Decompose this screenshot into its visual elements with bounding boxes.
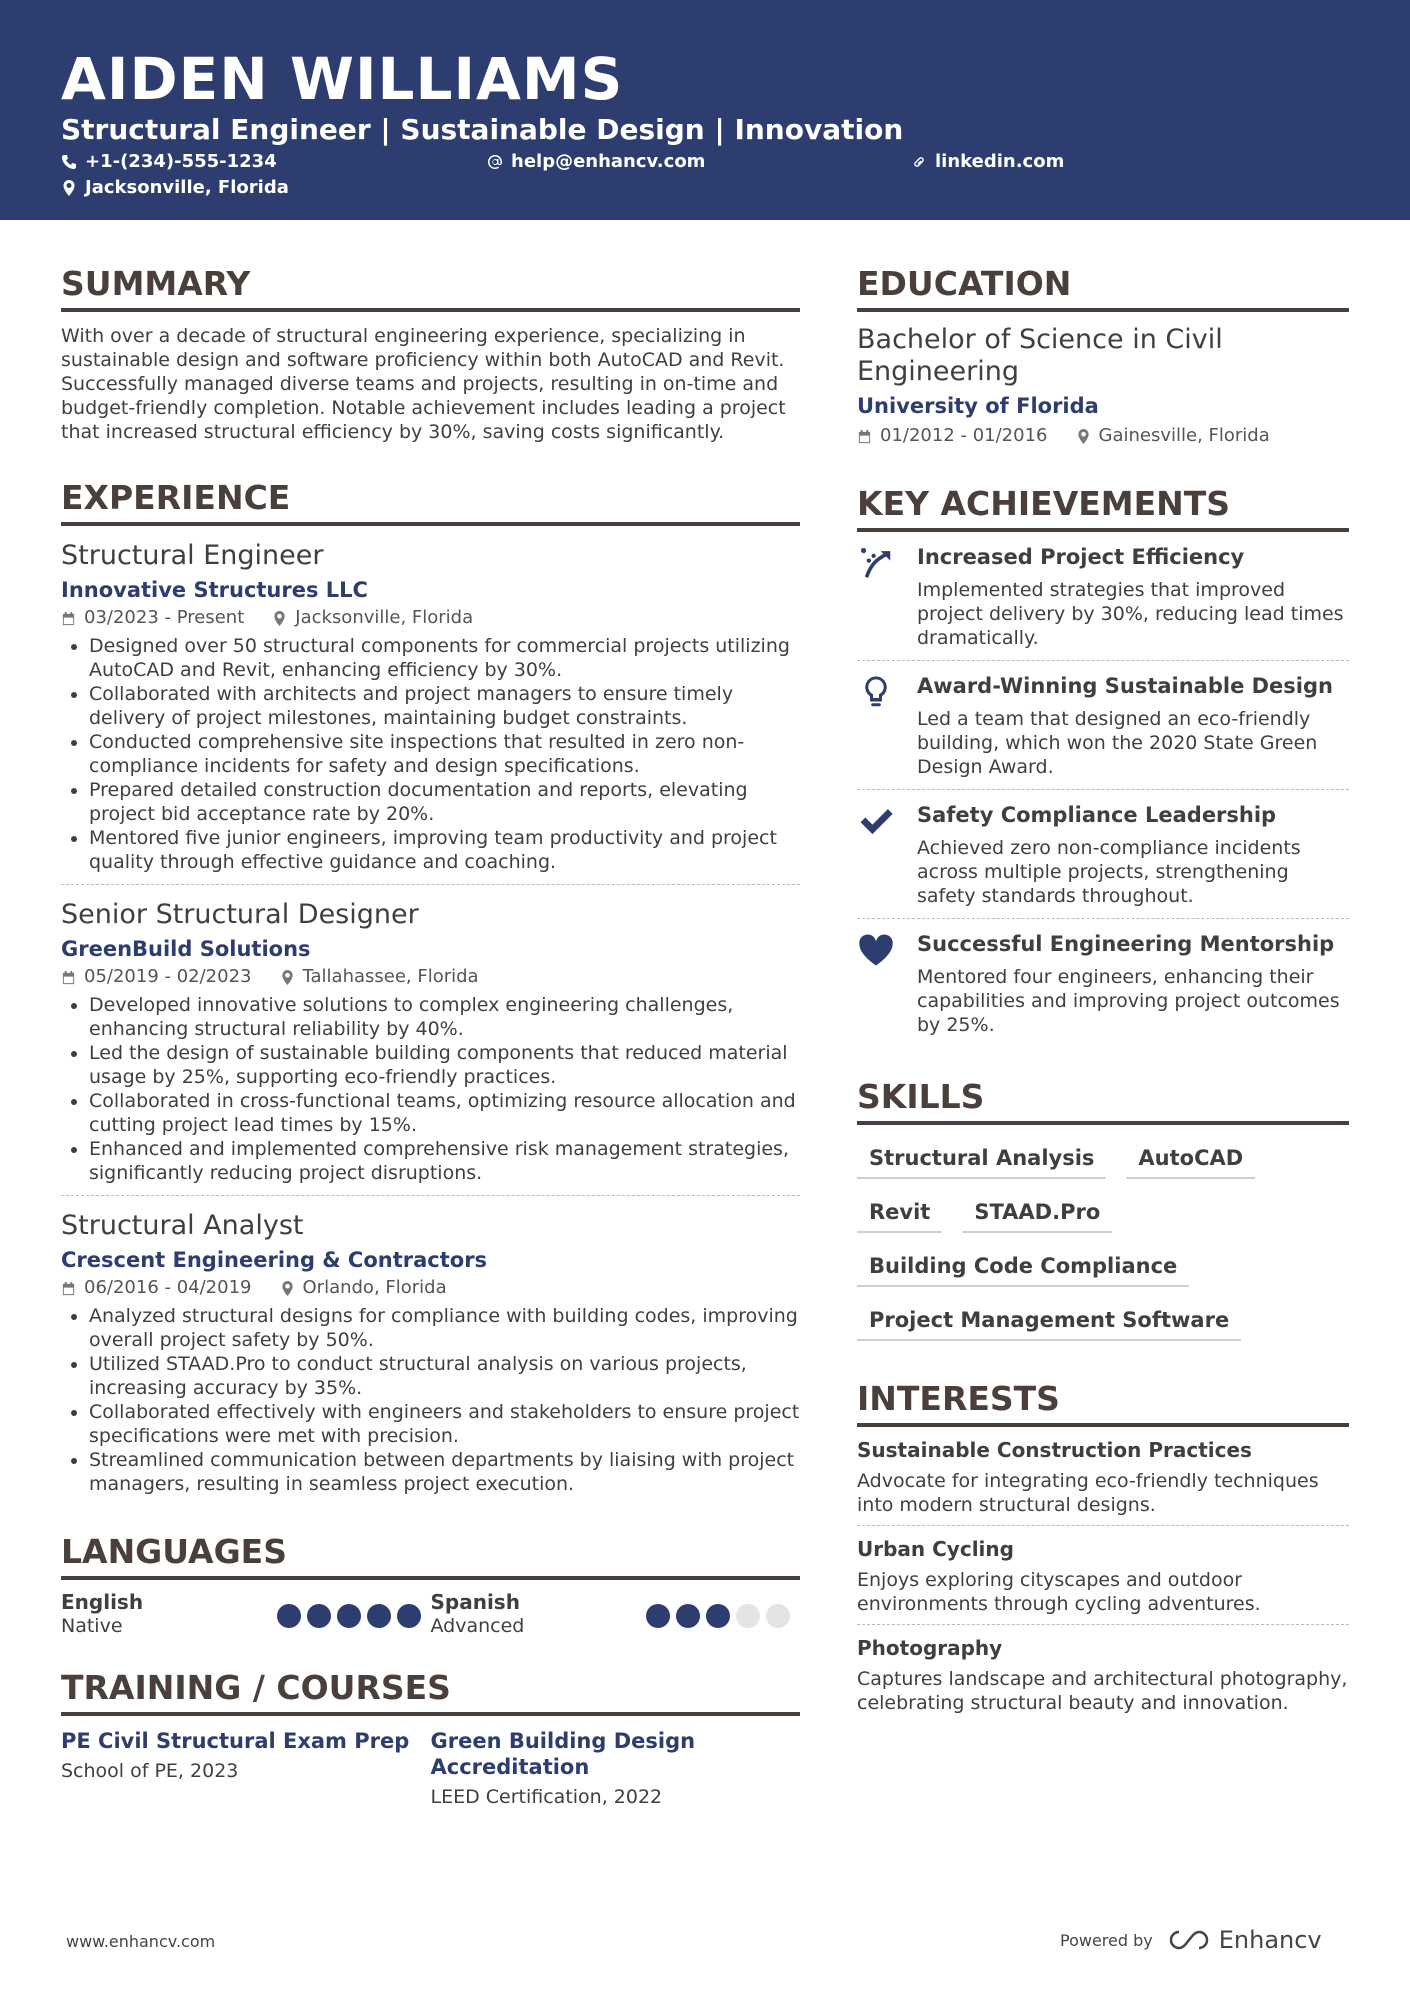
language-rating: [277, 1604, 421, 1628]
achievements-section: [857, 482, 1349, 1047]
job-bullet: • Enhanced and implemented comprehensive risk management strategies, significantly reducing project disruptions.: [89, 1137, 800, 1185]
languages-heading: LANGUAGES: [61, 1530, 800, 1580]
job-bullets: [61, 634, 800, 874]
achievement-desc: Mentored four engineers, enhancing their capabilities and improving project outcomes by 25%.: [917, 966, 1340, 1036]
skill-tag: Structural Analysis: [857, 1139, 1106, 1179]
training-section: [61, 1666, 800, 1810]
divider: [61, 1195, 800, 1196]
skill-tag: AutoCAD: [1126, 1139, 1255, 1179]
rating-dot: [337, 1604, 361, 1628]
location-pin-icon: [280, 1281, 295, 1296]
rating-dot: [646, 1604, 670, 1628]
job-entry: [61, 538, 800, 885]
job-bullet: • Utilized STAAD.Pro to conduct structural analysis on various projects, increasing accuracy by 35%.: [89, 1352, 800, 1400]
job-company: Crescent Engineering & Contractors: [61, 1248, 488, 1272]
rating-dot: [307, 1604, 331, 1628]
calendar-icon: [61, 611, 76, 626]
training-item: [61, 1728, 431, 1810]
achievement-desc: Implemented strategies that improved project delivery by 30%, reducing lead times dramatically.: [917, 579, 1344, 649]
languages-section: [61, 1530, 800, 1638]
job-dates: 05/2019 - 02/2023: [84, 966, 252, 987]
rating-dot: [397, 1604, 421, 1628]
location-pin-icon: [1076, 429, 1091, 444]
candidate-tagline: Structural Engineer | Sustainable Design | Innovation: [61, 113, 904, 146]
calendar-icon: [61, 970, 76, 985]
training-title: PE Civil Structural Exam Prep: [61, 1729, 410, 1753]
achievement-desc: Led a team that designed an eco-friendly building, which won the 2020 State Green Design Award.: [917, 708, 1318, 778]
interest-desc: Advocate for integrating eco-friendly techniques into modern structural designs.: [857, 1470, 1319, 1516]
job-meta: [61, 965, 800, 989]
achievement-item: [857, 532, 1349, 661]
interests-heading: INTERESTS: [857, 1377, 1349, 1427]
skill-tag: Revit: [857, 1193, 942, 1233]
interest-item: [857, 1427, 1349, 1526]
divider: [61, 884, 800, 885]
footer-powered: [1060, 1926, 1322, 1954]
rating-dot: [706, 1604, 730, 1628]
right-column: [857, 262, 1349, 1723]
achievement-item: [857, 661, 1349, 790]
job-meta: [61, 606, 800, 630]
education-heading: EDUCATION: [857, 262, 1349, 312]
calendar-icon: [857, 429, 872, 444]
interest-title: Urban Cycling: [857, 1537, 1014, 1561]
rating-dot: [277, 1604, 301, 1628]
achievement-item: [857, 790, 1349, 919]
language-item: [431, 1590, 801, 1638]
achievement-desc: Achieved zero non-compliance incidents across multiple projects, strengthening safety standards throughout.: [917, 837, 1301, 907]
contact-linkedin[interactable]: [911, 150, 1064, 174]
job-meta: [61, 1276, 800, 1300]
job-bullet: • Analyzed structural designs for compliance with building codes, improving overall project safety by 50%.: [89, 1304, 800, 1352]
language-level: Advanced: [430, 1615, 525, 1637]
job-location: Orlando, Florida: [302, 1277, 447, 1298]
achievement-title: Increased Project Efficiency: [917, 545, 1245, 569]
education-dates: 01/2012 - 01/2016: [880, 425, 1048, 446]
enhancv-logo-icon: [1167, 1928, 1211, 1952]
job-bullet: • Developed innovative solutions to complex engineering challenges, enhancing structural reliability by 40%.: [89, 993, 800, 1041]
location-pin-icon: [280, 970, 295, 985]
contact-email[interactable]: [487, 150, 705, 174]
job-bullet: • Streamlined communication between departments by liaising with project managers, resulting in seamless project execution.: [89, 1448, 800, 1496]
training-sub: School of PE, 2023: [61, 1760, 239, 1782]
phone-icon: [61, 154, 77, 170]
calendar-icon: [61, 1281, 76, 1296]
skill-tag: Project Management Software: [857, 1301, 1241, 1341]
skills-section: [857, 1075, 1349, 1341]
heart-icon: [857, 931, 895, 969]
experience-section: [61, 476, 800, 1496]
experience-heading: EXPERIENCE: [61, 476, 800, 526]
footer-website[interactable]: www.enhancv.com: [66, 1932, 216, 1951]
candidate-name: AIDEN WILLIAMS: [61, 45, 624, 113]
left-column: [61, 262, 800, 1810]
achievement-title: Successful Engineering Mentorship: [917, 932, 1335, 956]
training-heading: TRAINING / COURSES: [61, 1666, 800, 1716]
job-bullet: • Designed over 50 structural components for commercial projects utilizing AutoCAD and Revit, enhancing efficiency by 30%.: [89, 634, 800, 682]
achievement-title: Award-Winning Sustainable Design: [917, 674, 1333, 698]
job-bullet: • Collaborated with architects and project managers to ensure timely delivery of project milestones, maintaining budget constraints.: [89, 682, 800, 730]
language-rating: [646, 1604, 790, 1628]
summary-section: [61, 262, 800, 444]
education-section: [857, 262, 1349, 448]
language-name: Spanish: [430, 1590, 520, 1614]
training-sub: LEED Certification, 2022: [430, 1786, 663, 1808]
job-title: Structural Analyst: [61, 1210, 304, 1241]
interest-item: [857, 1526, 1349, 1625]
job-bullet: • Led the design of sustainable building components that reduced material usage by 25%, supporting eco-friendly practices.: [89, 1041, 800, 1089]
rating-dot: [736, 1604, 760, 1628]
interest-title: Sustainable Construction Practices: [857, 1438, 1252, 1462]
interest-desc: Captures landscape and architectural photography, celebrating structural beauty and innovation.: [857, 1668, 1348, 1714]
email-text: help@enhancv.com: [511, 151, 706, 172]
job-entry: [61, 897, 800, 1196]
education-meta: [857, 424, 1349, 448]
skills-heading: SKILLS: [857, 1075, 1349, 1125]
summary-text: With over a decade of structural engineering experience, specializing in sustainable design and software proficiency within both AutoCAD and Revit. Successfully managed diverse teams and projects, resulting in on-time and budget-friendly completion. Notable achievement includes leading a project that increased structural efficiency by 30%, saving costs significantly.: [61, 325, 786, 443]
resume-header: [0, 0, 1410, 220]
skills-list: [857, 1139, 1349, 1341]
achievement-item: [857, 919, 1349, 1047]
job-bullet: • Collaborated in cross-functional teams, optimizing resource allocation and cutting project lead times by 15%.: [89, 1089, 800, 1137]
job-title: Senior Structural Designer: [61, 899, 419, 930]
achievements-heading: KEY ACHIEVEMENTS: [857, 482, 1349, 532]
job-bullet: • Collaborated effectively with engineers and stakeholders to ensure project specifications were met with precision.: [89, 1400, 800, 1448]
interest-title: Photography: [857, 1636, 1003, 1660]
skill-tag: Building Code Compliance: [857, 1247, 1189, 1287]
strategy-icon: [857, 544, 895, 582]
contact-location: [61, 176, 289, 200]
education-location: Gainesville, Florida: [1098, 425, 1270, 446]
job-bullet: • Prepared detailed construction documentation and reports, elevating project bid acceptance rate by 20%.: [89, 778, 800, 826]
interests-section: [857, 1377, 1349, 1723]
skill-tag: STAAD.Pro: [962, 1193, 1112, 1233]
job-location: Jacksonville, Florida: [295, 607, 474, 628]
training-title: Green Building Design Accreditation: [430, 1729, 696, 1779]
job-dates: 06/2016 - 04/2019: [84, 1277, 252, 1298]
at-icon: [487, 154, 503, 170]
job-dates: 03/2023 - Present: [84, 607, 245, 628]
brand-logo[interactable]: [1167, 1926, 1322, 1954]
achievement-title: Safety Compliance Leadership: [917, 803, 1277, 827]
job-location: Tallahassee, Florida: [302, 966, 479, 987]
rating-dot: [367, 1604, 391, 1628]
language-level: Native: [61, 1615, 123, 1637]
linkedin-text: linkedin.com: [935, 151, 1065, 172]
language-item: [61, 1590, 431, 1638]
brand-name: Enhancv: [1218, 1926, 1322, 1954]
job-bullets: [61, 993, 800, 1185]
job-entry: [61, 1208, 800, 1496]
training-item: [431, 1728, 801, 1810]
rating-dot: [766, 1604, 790, 1628]
contact-phone[interactable]: [61, 150, 277, 174]
rating-dot: [676, 1604, 700, 1628]
lightbulb-icon: [857, 673, 895, 711]
job-bullets: [61, 1304, 800, 1496]
job-company: Innovative Structures LLC: [61, 578, 368, 602]
interest-desc: Enjoys exploring cityscapes and outdoor environments through cycling adventures.: [857, 1569, 1261, 1615]
link-icon: [911, 154, 927, 170]
language-name: English: [61, 1590, 144, 1614]
interest-item: [857, 1625, 1349, 1723]
location-text: Jacksonville, Florida: [85, 177, 289, 198]
location-pin-icon: [272, 611, 287, 626]
location-pin-icon: [61, 180, 77, 196]
education-school: University of Florida: [857, 394, 1099, 418]
checkmark-icon: [857, 802, 895, 840]
job-title: Structural Engineer: [61, 540, 324, 571]
phone-text: +1-(234)-555-1234: [85, 151, 277, 172]
job-bullet: • Conducted comprehensive site inspections that resulted in zero non-compliance incidents for safety and design specifications.: [89, 730, 800, 778]
summary-heading: SUMMARY: [61, 262, 800, 312]
job-bullet: • Mentored five junior engineers, improving team productivity and project quality through effective guidance and coaching.: [89, 826, 800, 874]
job-company: GreenBuild Solutions: [61, 937, 311, 961]
powered-by-text: Powered by: [1060, 1930, 1153, 1950]
education-degree: Bachelor of Science in Civil Engineering: [857, 324, 1223, 387]
